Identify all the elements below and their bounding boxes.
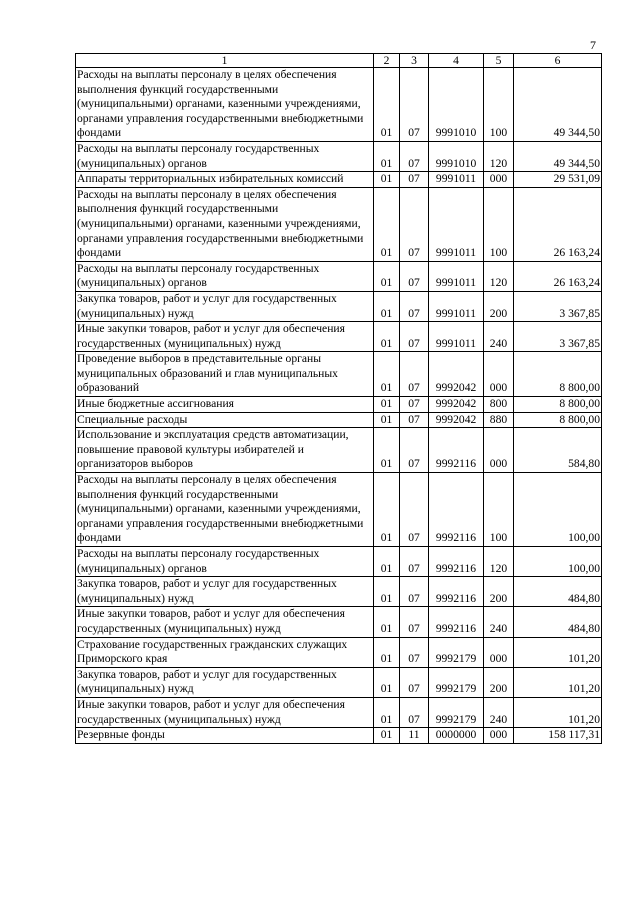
row-amount-cell: 26 163,24 bbox=[514, 187, 602, 261]
row-expense-type-cell: 100 bbox=[484, 68, 514, 142]
row-section-cell: 01 bbox=[374, 473, 400, 547]
row-amount-cell: 8 800,00 bbox=[514, 397, 602, 413]
row-expense-type-cell: 120 bbox=[484, 547, 514, 577]
row-expense-type-cell: 000 bbox=[484, 352, 514, 397]
row-section-cell: 01 bbox=[374, 577, 400, 607]
row-expense-type-cell: 800 bbox=[484, 397, 514, 413]
row-amount-cell: 158 117,31 bbox=[514, 728, 602, 744]
row-target-article-cell: 9992116 bbox=[429, 473, 484, 547]
row-target-article-cell: 9992179 bbox=[429, 637, 484, 667]
row-target-article-cell: 9992116 bbox=[429, 607, 484, 637]
row-target-article-cell: 9991010 bbox=[429, 141, 484, 171]
row-section-cell: 01 bbox=[374, 322, 400, 352]
row-amount-cell: 101,20 bbox=[514, 697, 602, 727]
row-name-cell: Страхование государственных гражданских служащих Приморского края bbox=[76, 637, 374, 667]
row-name-cell: Иные закупки товаров, работ и услуг для обеспечения государственных (муниципальных) нужд bbox=[76, 322, 374, 352]
table-row bbox=[76, 697, 602, 727]
row-expense-type-cell: 200 bbox=[484, 667, 514, 697]
table-row bbox=[76, 322, 602, 352]
table-row bbox=[76, 141, 602, 171]
table-row bbox=[76, 637, 602, 667]
row-name-cell: Специальные расходы bbox=[76, 412, 374, 428]
row-expense-type-cell: 200 bbox=[484, 577, 514, 607]
page-number: 7 bbox=[590, 38, 596, 52]
row-amount-cell: 49 344,50 bbox=[514, 141, 602, 171]
row-amount-cell: 101,20 bbox=[514, 667, 602, 697]
row-section-cell: 01 bbox=[374, 607, 400, 637]
row-target-article-cell: 9992042 bbox=[429, 352, 484, 397]
header-row bbox=[76, 54, 602, 68]
row-subsection-cell: 07 bbox=[400, 412, 429, 428]
row-subsection-cell: 07 bbox=[400, 261, 429, 291]
table-row bbox=[76, 473, 602, 547]
row-target-article-cell: 9991011 bbox=[429, 172, 484, 188]
row-target-article-cell: 0000000 bbox=[429, 728, 484, 744]
row-name-cell: Аппараты территориальных избирательных комиссий bbox=[76, 172, 374, 188]
row-section-cell: 01 bbox=[374, 141, 400, 171]
row-section-cell: 01 bbox=[374, 291, 400, 321]
header-cell-2: 2 bbox=[374, 54, 400, 68]
row-subsection-cell: 07 bbox=[400, 547, 429, 577]
row-section-cell: 01 bbox=[374, 428, 400, 473]
row-expense-type-cell: 240 bbox=[484, 607, 514, 637]
row-target-article-cell: 9991011 bbox=[429, 187, 484, 261]
row-target-article-cell: 9992042 bbox=[429, 412, 484, 428]
budget-table bbox=[75, 53, 602, 744]
row-amount-cell: 484,80 bbox=[514, 607, 602, 637]
table-row bbox=[76, 428, 602, 473]
row-subsection-cell: 07 bbox=[400, 187, 429, 261]
row-target-article-cell: 9992179 bbox=[429, 697, 484, 727]
row-expense-type-cell: 000 bbox=[484, 172, 514, 188]
row-subsection-cell: 07 bbox=[400, 172, 429, 188]
row-target-article-cell: 9992179 bbox=[429, 667, 484, 697]
row-section-cell: 01 bbox=[374, 547, 400, 577]
row-section-cell: 01 bbox=[374, 352, 400, 397]
row-subsection-cell: 07 bbox=[400, 397, 429, 413]
row-amount-cell: 484,80 bbox=[514, 577, 602, 607]
row-amount-cell: 26 163,24 bbox=[514, 261, 602, 291]
row-subsection-cell: 07 bbox=[400, 352, 429, 397]
row-expense-type-cell: 240 bbox=[484, 697, 514, 727]
row-subsection-cell: 11 bbox=[400, 728, 429, 744]
row-expense-type-cell: 000 bbox=[484, 428, 514, 473]
row-amount-cell: 8 800,00 bbox=[514, 412, 602, 428]
row-name-cell: Расходы на выплаты персоналу государственных (муниципальных) органов bbox=[76, 261, 374, 291]
row-expense-type-cell: 240 bbox=[484, 322, 514, 352]
row-subsection-cell: 07 bbox=[400, 473, 429, 547]
row-amount-cell: 8 800,00 bbox=[514, 352, 602, 397]
row-expense-type-cell: 120 bbox=[484, 141, 514, 171]
row-section-cell: 01 bbox=[374, 697, 400, 727]
row-name-cell: Иные бюджетные ассигнования bbox=[76, 397, 374, 413]
row-target-article-cell: 9992116 bbox=[429, 428, 484, 473]
row-amount-cell: 3 367,85 bbox=[514, 322, 602, 352]
row-expense-type-cell: 000 bbox=[484, 637, 514, 667]
row-amount-cell: 584,80 bbox=[514, 428, 602, 473]
row-subsection-cell: 07 bbox=[400, 637, 429, 667]
row-name-cell: Резервные фонды bbox=[76, 728, 374, 744]
row-name-cell: Закупка товаров, работ и услуг для государственных (муниципальных) нужд bbox=[76, 667, 374, 697]
table-row bbox=[76, 577, 602, 607]
row-name-cell: Расходы на выплаты персоналу государственных (муниципальных) органов bbox=[76, 547, 374, 577]
table-row bbox=[76, 412, 602, 428]
row-name-cell: Расходы на выплаты персоналу в целях обеспечения выполнения функций государственными (муниципальными) органами, казенными учреждениями, органами управления государственными внебюджетными фондами bbox=[76, 473, 374, 547]
row-amount-cell: 29 531,09 bbox=[514, 172, 602, 188]
row-section-cell: 01 bbox=[374, 261, 400, 291]
row-amount-cell: 49 344,50 bbox=[514, 68, 602, 142]
row-section-cell: 01 bbox=[374, 68, 400, 142]
row-expense-type-cell: 200 bbox=[484, 291, 514, 321]
row-section-cell: 01 bbox=[374, 187, 400, 261]
row-subsection-cell: 07 bbox=[400, 141, 429, 171]
row-subsection-cell: 07 bbox=[400, 322, 429, 352]
header-cell-6: 6 bbox=[514, 54, 602, 68]
row-expense-type-cell: 880 bbox=[484, 412, 514, 428]
row-expense-type-cell: 100 bbox=[484, 187, 514, 261]
row-amount-cell: 101,20 bbox=[514, 637, 602, 667]
row-section-cell: 01 bbox=[374, 397, 400, 413]
row-name-cell: Расходы на выплаты персоналу в целях обеспечения выполнения функций государственными (муниципальными) органами, казенными учреждениями, органами управления государственными внебюджетными фондами bbox=[76, 68, 374, 142]
row-expense-type-cell: 120 bbox=[484, 261, 514, 291]
row-amount-cell: 100,00 bbox=[514, 547, 602, 577]
row-amount-cell: 100,00 bbox=[514, 473, 602, 547]
row-subsection-cell: 07 bbox=[400, 667, 429, 697]
table-row bbox=[76, 352, 602, 397]
row-section-cell: 01 bbox=[374, 412, 400, 428]
row-amount-cell: 3 367,85 bbox=[514, 291, 602, 321]
header-cell-1: 1 bbox=[76, 54, 374, 68]
row-section-cell: 01 bbox=[374, 637, 400, 667]
row-name-cell: Закупка товаров, работ и услуг для государственных (муниципальных) нужд bbox=[76, 577, 374, 607]
row-subsection-cell: 07 bbox=[400, 291, 429, 321]
row-name-cell: Проведение выборов в представительные органы муниципальных образований и глав муниципальных образований bbox=[76, 352, 374, 397]
row-subsection-cell: 07 bbox=[400, 697, 429, 727]
table-row bbox=[76, 291, 602, 321]
row-subsection-cell: 07 bbox=[400, 428, 429, 473]
row-target-article-cell: 9992116 bbox=[429, 577, 484, 607]
row-target-article-cell: 9991011 bbox=[429, 291, 484, 321]
table-row bbox=[76, 397, 602, 413]
table-row bbox=[76, 172, 602, 188]
table-row bbox=[76, 547, 602, 577]
row-expense-type-cell: 100 bbox=[484, 473, 514, 547]
row-expense-type-cell: 000 bbox=[484, 728, 514, 744]
header-cell-4: 4 bbox=[429, 54, 484, 68]
table-body bbox=[76, 68, 602, 744]
row-name-cell: Использование и эксплуатация средств автоматизации, повышение правовой культуры избирателей и организаторов выборов bbox=[76, 428, 374, 473]
row-name-cell: Иные закупки товаров, работ и услуг для обеспечения государственных (муниципальных) нужд bbox=[76, 607, 374, 637]
table-row bbox=[76, 187, 602, 261]
row-section-cell: 01 bbox=[374, 172, 400, 188]
table-row bbox=[76, 728, 602, 744]
row-subsection-cell: 07 bbox=[400, 68, 429, 142]
header-cell-3: 3 bbox=[400, 54, 429, 68]
row-target-article-cell: 9992116 bbox=[429, 547, 484, 577]
header-cell-5: 5 bbox=[484, 54, 514, 68]
row-name-cell: Иные закупки товаров, работ и услуг для обеспечения государственных (муниципальных) нужд bbox=[76, 697, 374, 727]
table-row bbox=[76, 68, 602, 142]
row-name-cell: Расходы на выплаты персоналу в целях обеспечения выполнения функций государственными (муниципальными) органами, казенными учреждениями, органами управления государственными внебюджетными фондами bbox=[76, 187, 374, 261]
table-row bbox=[76, 607, 602, 637]
row-name-cell: Закупка товаров, работ и услуг для государственных (муниципальных) нужд bbox=[76, 291, 374, 321]
row-section-cell: 01 bbox=[374, 728, 400, 744]
row-name-cell: Расходы на выплаты персоналу государственных (муниципальных) органов bbox=[76, 141, 374, 171]
table-row bbox=[76, 261, 602, 291]
table-row bbox=[76, 667, 602, 697]
row-target-article-cell: 9991011 bbox=[429, 322, 484, 352]
row-subsection-cell: 07 bbox=[400, 577, 429, 607]
row-target-article-cell: 9992042 bbox=[429, 397, 484, 413]
row-section-cell: 01 bbox=[374, 667, 400, 697]
row-target-article-cell: 9991011 bbox=[429, 261, 484, 291]
row-target-article-cell: 9991010 bbox=[429, 68, 484, 142]
row-subsection-cell: 07 bbox=[400, 607, 429, 637]
